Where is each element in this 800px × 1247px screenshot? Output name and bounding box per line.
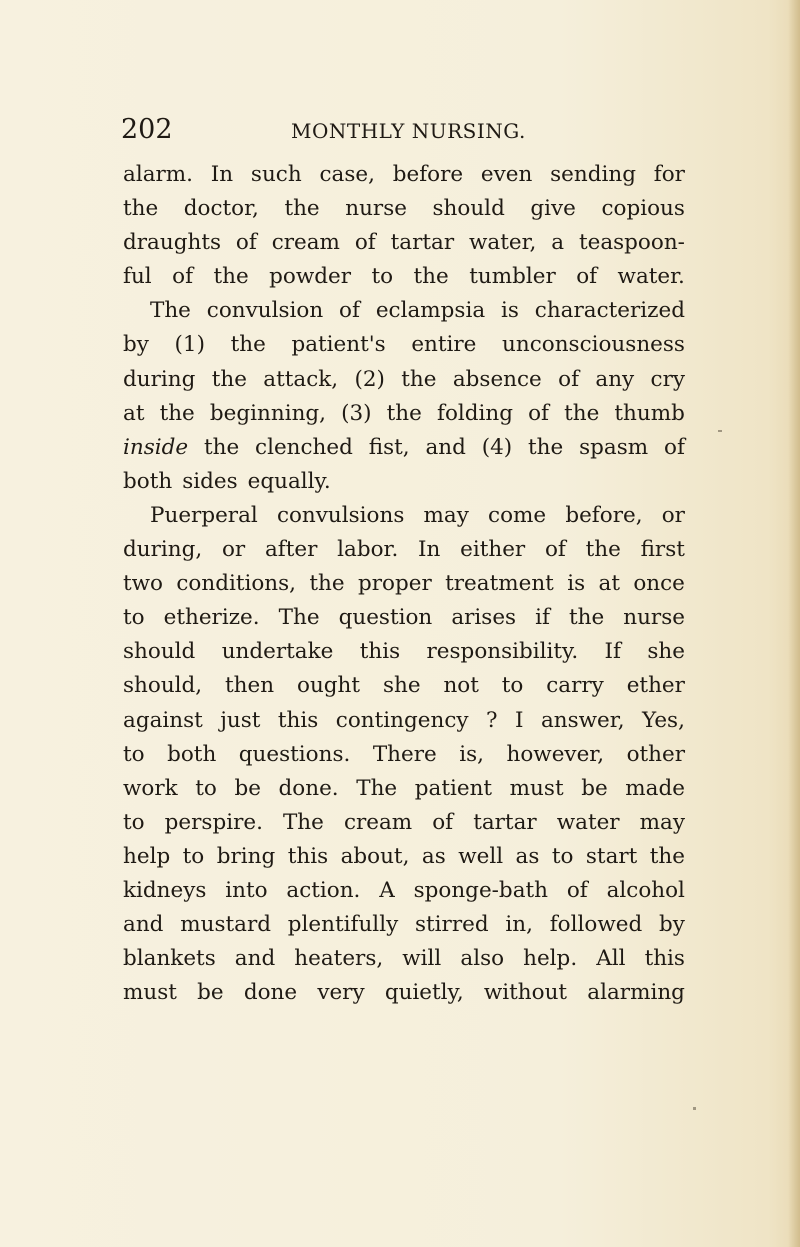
word: A <box>379 877 395 903</box>
word: must <box>509 775 564 801</box>
word: doctor, <box>183 196 259 222</box>
word: at <box>598 571 620 597</box>
word: help <box>123 843 171 869</box>
word: made <box>625 775 685 801</box>
word: once <box>633 571 685 597</box>
word: for <box>653 162 685 187</box>
word: spasm <box>579 434 649 460</box>
word: perspire. <box>164 809 263 835</box>
word: sides <box>182 468 238 494</box>
paper-speck <box>693 1107 696 1110</box>
word: and <box>234 946 276 972</box>
word: draughts <box>123 230 221 256</box>
text-line <box>123 806 685 840</box>
word: absence <box>452 366 542 392</box>
word: be <box>581 775 608 801</box>
word: of <box>432 809 454 835</box>
word: be <box>234 775 261 801</box>
word: Puerperal <box>150 502 258 528</box>
word: to <box>123 605 145 631</box>
word: (2) <box>354 366 385 392</box>
text-line <box>123 772 685 806</box>
word: to <box>123 741 145 767</box>
word: by <box>659 912 685 938</box>
word: just <box>220 707 261 733</box>
word: before, <box>565 502 643 528</box>
text-line <box>123 567 685 601</box>
word: the <box>211 366 247 392</box>
word: the <box>123 196 159 222</box>
word: or <box>221 537 246 563</box>
word: tumbler <box>469 264 556 290</box>
word: convulsion <box>206 298 324 324</box>
word: both <box>123 468 173 494</box>
word: beginning, <box>209 400 327 426</box>
word: in, <box>505 912 533 938</box>
word: work <box>123 775 178 801</box>
word: quietly, <box>384 980 464 1006</box>
word: help. <box>523 946 578 972</box>
text-line <box>123 942 685 976</box>
text-line <box>123 328 685 362</box>
text-line <box>123 874 685 908</box>
word: labor. <box>337 537 399 563</box>
text-line <box>123 533 685 567</box>
word: either <box>460 537 526 563</box>
word: come <box>488 502 547 528</box>
word: should, <box>123 673 203 699</box>
word: and <box>123 912 164 938</box>
word: stirred <box>415 912 489 938</box>
word: into <box>225 877 268 903</box>
text-line <box>123 635 685 669</box>
word: if <box>535 605 550 631</box>
word: conditions, <box>176 571 297 597</box>
word: this <box>277 707 319 733</box>
running-head: MONTHLY NURSING. <box>291 119 526 143</box>
word: The <box>356 775 398 801</box>
word: the <box>401 366 437 392</box>
word: equally. <box>247 468 331 494</box>
word: There <box>372 741 437 767</box>
word: to <box>182 843 205 869</box>
word: done <box>243 980 298 1006</box>
word: must <box>123 980 177 1006</box>
word: characterized <box>534 298 685 324</box>
word: alarming <box>587 980 685 1006</box>
text-line <box>123 704 685 738</box>
word: etherize. <box>163 605 260 631</box>
word: any <box>595 366 635 392</box>
word: the <box>413 264 449 290</box>
word: to <box>371 264 394 290</box>
word: inside <box>123 434 189 460</box>
word: The <box>282 809 324 835</box>
word: In <box>418 537 441 563</box>
word: In <box>210 162 234 187</box>
word: be <box>197 980 224 1006</box>
word: proper <box>358 571 432 597</box>
word: the <box>230 332 266 358</box>
word: as <box>421 843 446 869</box>
word: both <box>167 741 217 767</box>
word: by <box>123 332 149 358</box>
word: is, <box>459 741 485 767</box>
word: I <box>514 707 524 733</box>
word: ought <box>297 673 361 699</box>
word: is <box>567 571 586 597</box>
word: of <box>339 298 360 324</box>
word: of <box>576 264 598 290</box>
text-line <box>123 226 685 260</box>
word: and <box>425 434 466 460</box>
word: such <box>250 162 302 187</box>
word: powder <box>269 264 352 290</box>
word: cry <box>650 366 685 392</box>
word: blankets <box>123 946 216 972</box>
word: water. <box>617 264 685 290</box>
word: unconsciousness <box>502 332 685 358</box>
word: carry <box>546 673 604 699</box>
word: or <box>661 502 685 528</box>
word: against <box>123 707 203 733</box>
word: The <box>150 298 191 324</box>
word: ether <box>626 673 685 699</box>
word: followed <box>549 912 643 938</box>
word: copious <box>601 196 685 222</box>
word: entire <box>411 332 477 358</box>
word: give <box>530 196 576 222</box>
word: the <box>284 196 320 222</box>
word: of <box>235 230 257 256</box>
word: is <box>501 298 519 324</box>
word: before <box>392 162 464 187</box>
word: of <box>172 264 194 290</box>
word: the <box>585 537 621 563</box>
word: ful <box>123 264 152 290</box>
word: to <box>551 843 574 869</box>
text-line <box>123 431 685 465</box>
word: the <box>309 571 345 597</box>
word: (1) <box>174 332 205 358</box>
word: she <box>382 673 421 699</box>
word: during, <box>123 537 203 563</box>
word: clenched <box>255 434 353 460</box>
text-line <box>123 601 685 635</box>
word: Yes, <box>642 707 685 733</box>
word: arises <box>451 605 517 631</box>
word: patient's <box>291 332 386 358</box>
word: kidneys <box>123 877 207 903</box>
word: nurse <box>345 196 407 222</box>
text-line <box>123 976 685 1010</box>
word: this <box>287 843 329 869</box>
text-line <box>123 669 685 703</box>
word: however, <box>506 741 605 767</box>
word: fist, <box>368 434 410 460</box>
word: water, <box>469 230 537 256</box>
word: done. <box>278 775 339 801</box>
word: attack, <box>263 366 339 392</box>
word: the <box>386 400 422 426</box>
word: responsibility. <box>426 639 579 665</box>
word: patient <box>414 775 493 801</box>
word: will <box>402 946 442 972</box>
text-line <box>123 260 685 294</box>
word: during <box>123 366 196 392</box>
word: cream <box>343 809 413 835</box>
word: about, <box>340 843 410 869</box>
word: nurse <box>623 605 685 631</box>
word: of <box>664 434 685 460</box>
word: should <box>123 639 196 665</box>
word: to <box>195 775 217 801</box>
word: sponge-bath <box>413 877 549 903</box>
word: to <box>501 673 524 699</box>
text-line <box>123 738 685 772</box>
word: two <box>123 571 163 597</box>
word: of <box>354 230 376 256</box>
word: water <box>556 809 620 835</box>
word: then <box>225 673 275 699</box>
text-line <box>123 192 685 226</box>
word: may <box>423 502 469 528</box>
word: other <box>626 741 685 767</box>
word: thumb <box>614 400 685 426</box>
word: first <box>640 537 685 563</box>
word: questions. <box>238 741 351 767</box>
word: All <box>596 946 626 972</box>
word: a <box>551 230 565 256</box>
word: may <box>639 809 685 835</box>
word: the <box>159 400 195 426</box>
word: the <box>203 434 240 460</box>
word: The <box>278 605 320 631</box>
word: very <box>317 980 365 1006</box>
word: contingency <box>335 707 469 733</box>
page-number: 202 <box>121 114 173 145</box>
text-line <box>123 294 685 328</box>
text-line <box>123 465 685 499</box>
word: treatment <box>445 571 554 597</box>
word: to <box>123 809 145 835</box>
word: alarm. <box>123 162 194 187</box>
word: not <box>443 673 479 699</box>
word: alcohol <box>606 877 685 903</box>
text-line <box>123 908 685 942</box>
text-line <box>123 158 685 192</box>
word: case, <box>319 162 375 187</box>
word: even <box>480 162 533 187</box>
word: plentifully <box>287 912 399 938</box>
word: this <box>644 946 685 972</box>
text-line <box>123 840 685 874</box>
word: teaspoon- <box>578 230 685 256</box>
word: the <box>564 400 600 426</box>
word: (4) <box>481 434 513 460</box>
word: the <box>528 434 564 460</box>
word: tartar <box>390 230 455 256</box>
word: tartar <box>473 809 537 835</box>
word: as <box>515 843 540 869</box>
body-text <box>123 158 685 1010</box>
word: the <box>649 843 685 869</box>
word: also <box>460 946 505 972</box>
text-line <box>123 499 685 533</box>
word: (3) <box>341 400 372 426</box>
word: well <box>458 843 504 869</box>
word: convulsions <box>276 502 405 528</box>
word: mustard <box>180 912 271 938</box>
paper-speck <box>718 430 722 432</box>
word: the <box>213 264 249 290</box>
word: undertake <box>221 639 334 665</box>
word: of <box>566 877 588 903</box>
word: of <box>528 400 550 426</box>
word: ? <box>485 707 498 733</box>
word: cream <box>271 230 340 256</box>
word: sending <box>550 162 636 187</box>
word: answer, <box>540 707 625 733</box>
word: she <box>647 639 685 665</box>
word: without <box>483 980 568 1006</box>
page-edge-shadow <box>788 0 800 1247</box>
word: this <box>359 639 401 665</box>
word: of <box>558 366 580 392</box>
word: question <box>338 605 433 631</box>
word: If <box>604 639 621 665</box>
word: after <box>264 537 318 563</box>
word: at <box>123 400 145 426</box>
page-header <box>121 112 681 148</box>
word: of <box>544 537 566 563</box>
word: the <box>568 605 605 631</box>
word: action. <box>286 877 361 903</box>
word: bring <box>216 843 276 869</box>
word: start <box>585 843 638 869</box>
word: folding <box>436 400 514 426</box>
text-line <box>123 363 685 397</box>
word: should <box>432 196 505 222</box>
word: eclampsia <box>375 298 486 324</box>
word: heaters, <box>294 946 384 972</box>
text-line <box>123 397 685 431</box>
